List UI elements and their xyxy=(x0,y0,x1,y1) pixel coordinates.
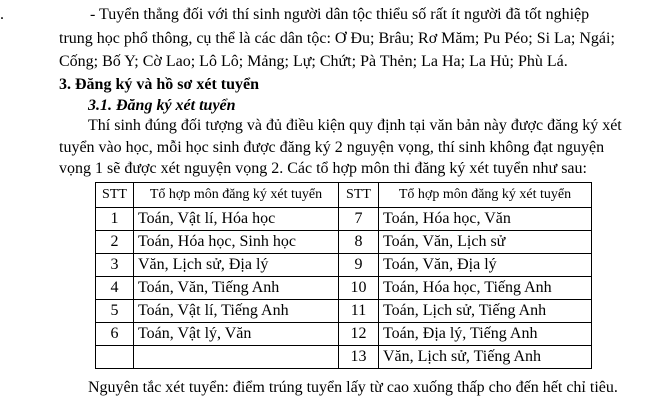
stt-cell: 3 xyxy=(96,254,134,277)
stt-cell: 10 xyxy=(339,277,379,300)
stt-cell: 1 xyxy=(96,208,134,231)
combo-cell: Toán, Vật lý, Văn xyxy=(134,323,339,346)
para1-line1: - Tuyển thẳng đối với thí sinh người dân tộc thiểu số rất ít người đã tốt nghiệp xyxy=(90,6,590,23)
stt-cell: 12 xyxy=(339,323,379,346)
stt-cell: 11 xyxy=(339,300,379,323)
table-row xyxy=(96,231,592,254)
margin-dot: . xyxy=(0,6,4,23)
table-header-row xyxy=(96,183,592,208)
combo-cell: Văn, Lịch sử, Địa lý xyxy=(134,254,339,277)
combo-cell: Toán, Văn, Địa lý xyxy=(379,254,592,277)
para1-line3: Cống; Bố Y; Cờ Lao; Lô Lô; Mảng; Lự; Chứt; Pà Thẻn; La Ha; La Hủ; Phù Lá. xyxy=(59,53,568,70)
combo-cell: Toán, Vật lí, Tiếng Anh xyxy=(134,300,339,323)
stt-cell: 5 xyxy=(96,300,134,323)
combo-cell: Toán, Văn, Tiếng Anh xyxy=(134,277,339,300)
combo-cell: Toán, Địa lý, Tiếng Anh xyxy=(379,323,592,346)
stt-cell: 4 xyxy=(96,277,134,300)
combo-cell xyxy=(134,346,339,369)
stt-cell: 2 xyxy=(96,231,134,254)
subsection-heading: 3.1. Đăng ký xét tuyển xyxy=(88,97,236,114)
para2-line3: vọng 1 sẽ được xét nguyện vọng 2. Các tổ hợp môn thi đăng ký xét tuyển như sau: xyxy=(59,160,587,177)
stt-cell xyxy=(96,346,134,369)
para2-line2: tuyển vào học, mỗi học sinh được đăng ký 2 nguyện vọng, thí sinh không đạt nguyện xyxy=(59,139,605,156)
table-row xyxy=(96,300,592,323)
stt-cell: 6 xyxy=(96,323,134,346)
section-heading: 3. Đăng ký và hồ sơ xét tuyển xyxy=(59,76,259,93)
combo-cell: Toán, Hóa học, Sinh học xyxy=(134,231,339,254)
table-row xyxy=(96,277,592,300)
header-combo-right: Tổ hợp môn đăng ký xét tuyển xyxy=(379,183,592,208)
stt-cell: 8 xyxy=(339,231,379,254)
table-row xyxy=(96,323,592,346)
para2-line1: Thí sinh đúng đối tượng và đủ điều kiện quy định tại văn bản này được đăng ký xét xyxy=(88,117,622,134)
stt-cell: 9 xyxy=(339,254,379,277)
table-row xyxy=(96,346,592,369)
combo-cell: Toán, Vật lí, Hóa học xyxy=(134,208,339,231)
header-stt-left: STT xyxy=(96,183,134,208)
combo-cell: Toán, Lịch sử, Tiếng Anh xyxy=(379,300,592,323)
header-stt-right: STT xyxy=(339,183,379,208)
combo-cell: Toán, Văn, Lịch sử xyxy=(379,231,592,254)
subject-combination-table xyxy=(95,182,592,369)
table-row xyxy=(96,254,592,277)
combo-cell: Toán, Hóa học, Tiếng Anh xyxy=(379,277,592,300)
selection-principle-line: Nguyên tắc xét tuyển: điểm trúng tuyển lấy từ cao xuống thấp cho đến hết chỉ tiêu. xyxy=(88,379,618,396)
para1-line2: trung học phổ thông, cụ thể là các dân tộc: Ơ Đu; Brâu; Rơ Măm; Pu Péo; Si La; Ngái; xyxy=(59,30,615,47)
table-row xyxy=(96,208,592,231)
stt-cell: 13 xyxy=(339,346,379,369)
header-combo-left: Tổ hợp môn đăng ký xét tuyển xyxy=(134,183,339,208)
combo-cell: Văn, Lịch sử, Tiếng Anh xyxy=(379,346,592,369)
combo-cell: Toán, Hóa học, Văn xyxy=(379,208,592,231)
stt-cell: 7 xyxy=(339,208,379,231)
